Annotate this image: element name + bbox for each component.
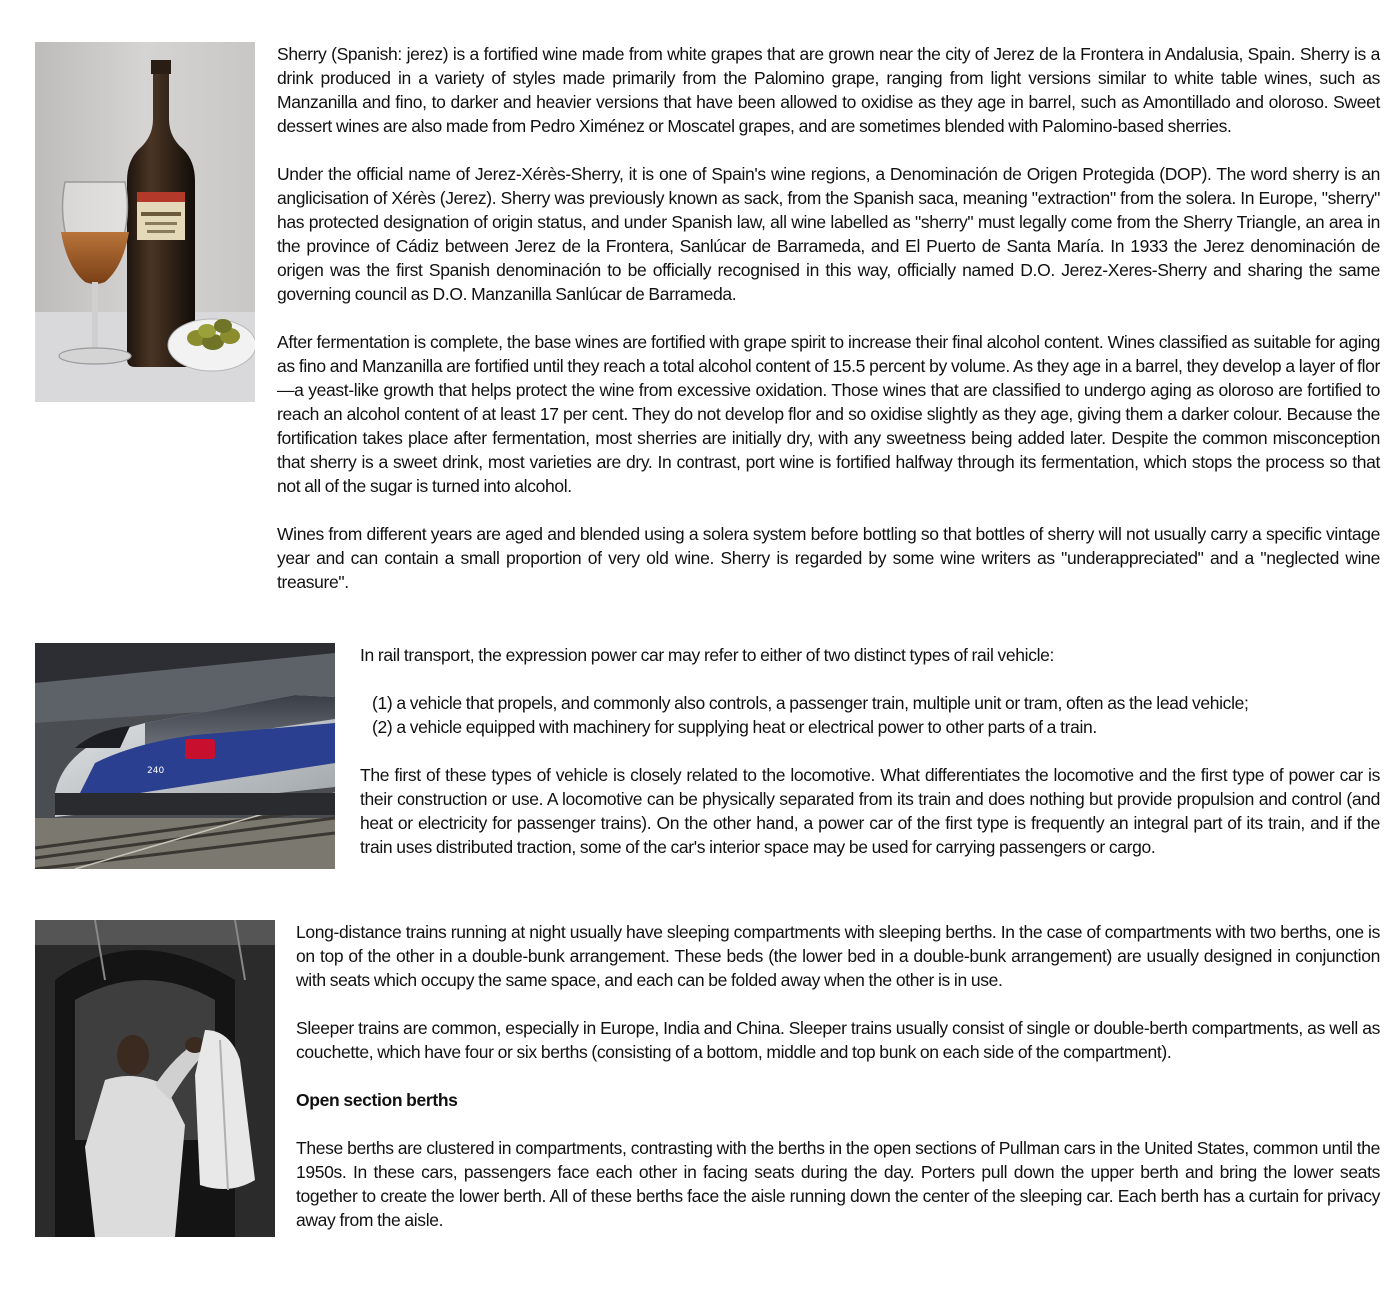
paragraph: After fermentation is complete, the base wines are fortified with grape spirit to increase their final alcohol content. Wines classified as suitable for aging as fino and Manzanilla are fortified until they reach a total alcohol content of 15.5 percent by volume. As they age in a barrel, they develop a layer of flor—a yeast-like growth that helps protect the wine from excessive oxidation. Those wines that are classified to undergo aging as oloroso are fortified to reach an alcohol content of at least 17 per cent. They do not develop flor and so oxidise slightly as they age, giving them a darker colour. Because the fortification takes place after fermentation, most sherries are initially dry, with any sweetness being added later. Despite the common misconception that sherry is a sweet drink, most varieties are dry. In contrast, port wine is fortified halfway through its fermentation, which stops the process so that not all of the sugar is turned into alcohol. bbox=[277, 332, 1380, 496]
power-car-text bbox=[360, 643, 1380, 859]
paragraph: These berths are clustered in compartments, contrasting with the berths in the open sections of Pullman cars in the United States, common until the 1950s. In these cars, passengers face each other in facing seats during the day. Porters pull down the upper berth and bring the lower seats together to create the lower berth. All of these berths face the aisle running down the center of the sleeping car. Each berth has a curtain for privacy away from the aisle. bbox=[296, 1138, 1380, 1230]
svg-text:240: 240 bbox=[147, 766, 165, 776]
paragraph: The first of these types of vehicle is closely related to the locomotive. What differentiates the locomotive and the first type of power car is their construction or use. A locomotive can be physically separated from its train and does nothing but provide propulsion and control (and heat or electricity for passenger trains). On the other hand, a power car of the first type is frequently an integral part of its train, and if the train uses distributed traction, some of the car's interior space may be used for carrying passengers or cargo. bbox=[360, 765, 1380, 857]
definition-list bbox=[372, 691, 1380, 739]
section-heading: Open section berths bbox=[296, 1090, 458, 1110]
porter-icon bbox=[35, 920, 275, 1237]
sleeper-text bbox=[296, 920, 1380, 1232]
paragraph: Under the official name of Jerez-Xérès-Sherry, it is one of Spain's wine regions, a Denominación de Origen Protegida (DOP). The word sherry is an anglicisation of Xérès (Jerez). Sherry was previously known as sack, from the Spanish saca, meaning "extraction" from the solera. In Europe, "sherry" has protected designation of origin status, and under Spanish law, all wine labelled as "sherry" must legally come from the Sherry Triangle, an area in the province of Cádiz between Jerez de la Frontera, Sanlúcar de Barrameda, and El Puerto de Santa María. In 1933 the Jerez denominación de origen was the first Spanish denominación to be officially recognised in this way, officially named D.O. Jerez-Xeres-Sherry and sharing the same governing council as D.O. Manzanilla Sanlúcar de Barrameda. bbox=[277, 164, 1380, 304]
paragraph: Sleeper trains are common, especially in Europe, India and China. Sleeper trains usually consist of single or double-berth compartments, as well as couchette, which have four or six berths (consisting of a bottom, middle and top bunk on each side of the compartment). bbox=[296, 1018, 1380, 1062]
sleeper-section bbox=[35, 920, 1380, 1237]
sherry-bottle-icon bbox=[35, 42, 255, 402]
power-car-section bbox=[35, 643, 1380, 869]
list-item: (1) a vehicle that propels, and commonly also controls, a passenger train, multiple unit or tram, often as the lead vehicle; bbox=[372, 693, 1249, 713]
paragraph: Long-distance trains running at night usually have sleeping compartments with sleeping berths. In the case of compartments with two berths, one is on top of the other in a double-bunk arrangement. These beds (the lower bed in a double-bunk arrangement) are usually designed in conjunction with seats which occupy the same space, and each can be folded away when the other is in use. bbox=[296, 922, 1380, 990]
sherry-text bbox=[277, 42, 1380, 594]
train-icon bbox=[35, 643, 335, 869]
sherry-section bbox=[35, 42, 1380, 594]
intro-paragraph: In rail transport, the expression power car may refer to either of two distinct types of rail vehicle: bbox=[360, 645, 1055, 665]
porter-photo bbox=[35, 920, 275, 1237]
train-photo bbox=[35, 643, 335, 869]
sherry-photo bbox=[35, 42, 255, 402]
paragraph: Wines from different years are aged and blended using a solera system before bottling so that bottles of sherry will not usually carry a specific vintage year and can contain a small proportion of very old wine. Sherry is regarded by some wine writers as "underappreciated" and a "neglected wine treasure". bbox=[277, 524, 1380, 592]
list-item: (2) a vehicle equipped with machinery for supplying heat or electrical power to other parts of a train. bbox=[372, 717, 1097, 737]
paragraph: Sherry (Spanish: jerez) is a fortified wine made from white grapes that are grown near the city of Jerez de la Frontera in Andalusia, Spain. Sherry is a drink produced in a variety of styles made primarily from the Palomino grape, ranging from light versions similar to white table wines, such as Manzanilla and fino, to darker and heavier versions that have been allowed to oxidise as they age in barrel, such as Amontillado and oloroso. Sweet dessert wines are also made from Pedro Ximénez or Moscatel grapes, and are sometimes blended with Palomino-based sherries. bbox=[277, 44, 1380, 136]
